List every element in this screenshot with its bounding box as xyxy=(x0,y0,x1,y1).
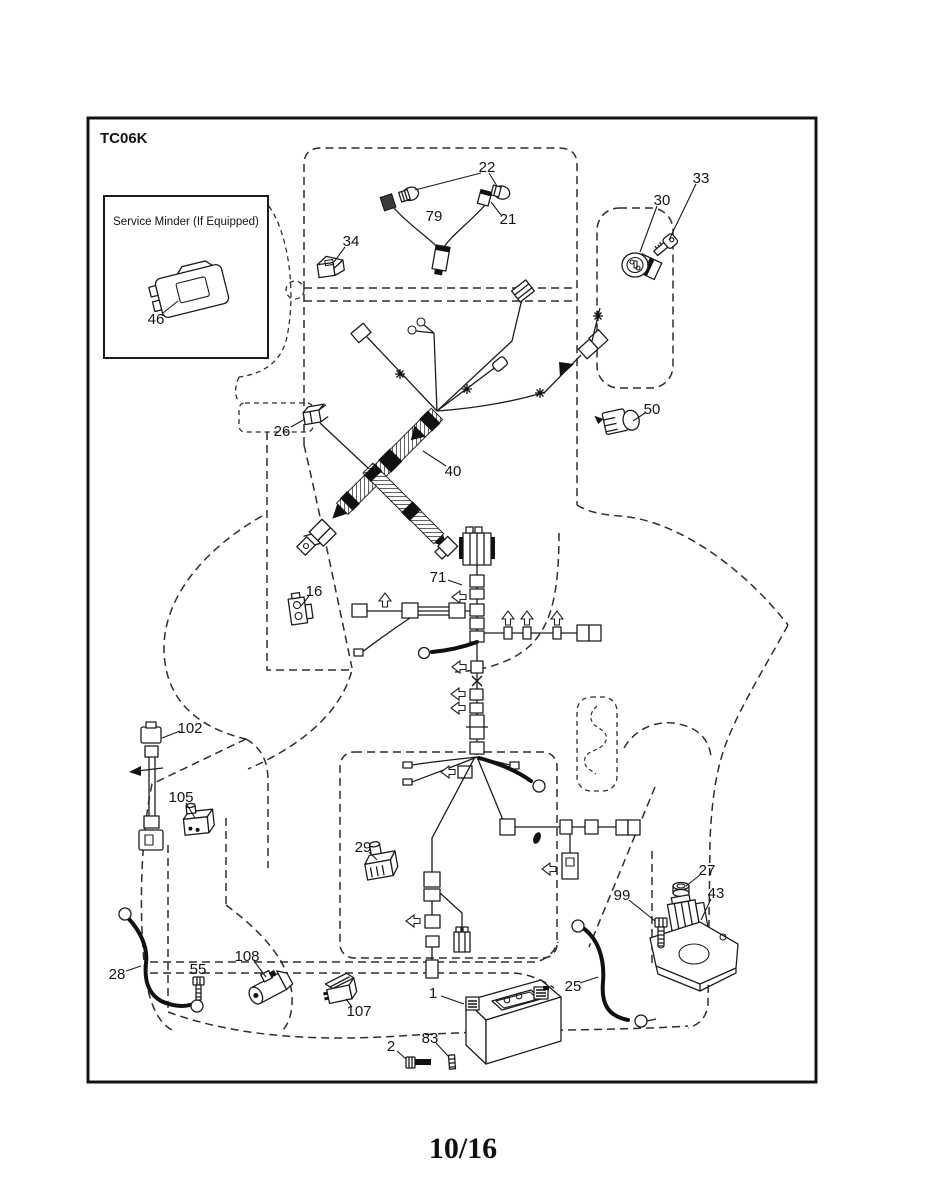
footwell-left-outline xyxy=(304,445,352,668)
hood-outline xyxy=(304,148,577,505)
key-drawing xyxy=(652,233,679,258)
left-fender-outer xyxy=(141,739,246,1030)
solenoid-108-drawing xyxy=(243,964,294,1007)
switch-50-drawing xyxy=(594,406,641,437)
callout-26: 26 xyxy=(273,423,291,440)
right-fender-inner xyxy=(589,787,655,947)
relay-107-drawing xyxy=(320,972,358,1004)
callout-50: 50 xyxy=(643,401,661,418)
callout-79: 79 xyxy=(425,208,443,225)
callout-46: 46 xyxy=(147,311,165,328)
callout-99: 99 xyxy=(613,887,631,904)
left-fender-inner xyxy=(246,739,268,868)
clip-26-drawing xyxy=(302,404,329,425)
battery-shelf-line-1 xyxy=(150,942,558,962)
callout-21: 21 xyxy=(499,211,517,228)
left-wheel-arch xyxy=(164,516,262,739)
inset-title: Service Minder (If Equipped) xyxy=(113,216,259,228)
callout-28: 28 xyxy=(108,966,126,983)
relay-105-drawing xyxy=(182,801,215,835)
steering-column-hole xyxy=(286,281,304,299)
terminal-83-drawing xyxy=(449,1055,456,1069)
ground-cable-25-drawing xyxy=(572,920,656,1027)
switch-34-drawing xyxy=(316,254,345,277)
callout-108: 108 xyxy=(234,948,260,965)
callout-55: 55 xyxy=(189,961,207,978)
harness-hub-drawing xyxy=(403,757,640,978)
bolt-55-drawing xyxy=(193,977,204,1000)
bolt-2-drawing xyxy=(406,1057,431,1068)
battery-cable-28-drawing xyxy=(119,908,203,1012)
wiring-lines xyxy=(320,280,608,468)
ignition-panel-outline xyxy=(597,208,673,388)
callout-1: 1 xyxy=(428,985,438,1002)
fuse-holder-102-drawing xyxy=(129,722,163,850)
shift-gate-outline xyxy=(577,697,617,791)
callout-33: 33 xyxy=(692,170,710,187)
callout-102: 102 xyxy=(177,720,203,737)
right-fender-top xyxy=(577,505,788,625)
callout-30: 30 xyxy=(653,192,671,209)
callout-27: 27 xyxy=(698,862,716,879)
callout-34: 34 xyxy=(342,233,360,250)
callout-2: 2 xyxy=(386,1038,396,1055)
left-bracket-curve xyxy=(226,905,292,1033)
callout-83: 83 xyxy=(421,1030,439,1047)
callout-22: 22 xyxy=(478,159,496,176)
dash-connector xyxy=(512,280,535,302)
page-number: 10/16 xyxy=(428,1132,498,1165)
callout-43: 43 xyxy=(707,885,725,902)
battery-drawing xyxy=(466,980,561,1064)
main-harness-drawing xyxy=(297,408,458,561)
callout-29: 29 xyxy=(354,839,372,856)
diagram-code: TC06K xyxy=(100,130,148,147)
right-wheel-arch xyxy=(624,723,711,757)
shift-gate-slot xyxy=(585,706,607,774)
center-harness-spine-drawing xyxy=(352,527,601,755)
callout-105: 105 xyxy=(168,789,194,806)
headlight-harness-drawing xyxy=(380,184,511,276)
ignition-switch-drawing xyxy=(622,253,662,279)
callout-25: 25 xyxy=(564,978,582,995)
callout-107: 107 xyxy=(346,1003,372,1020)
callout-71: 71 xyxy=(429,569,447,586)
callout-16: 16 xyxy=(305,583,323,600)
callout-40: 40 xyxy=(444,463,462,480)
